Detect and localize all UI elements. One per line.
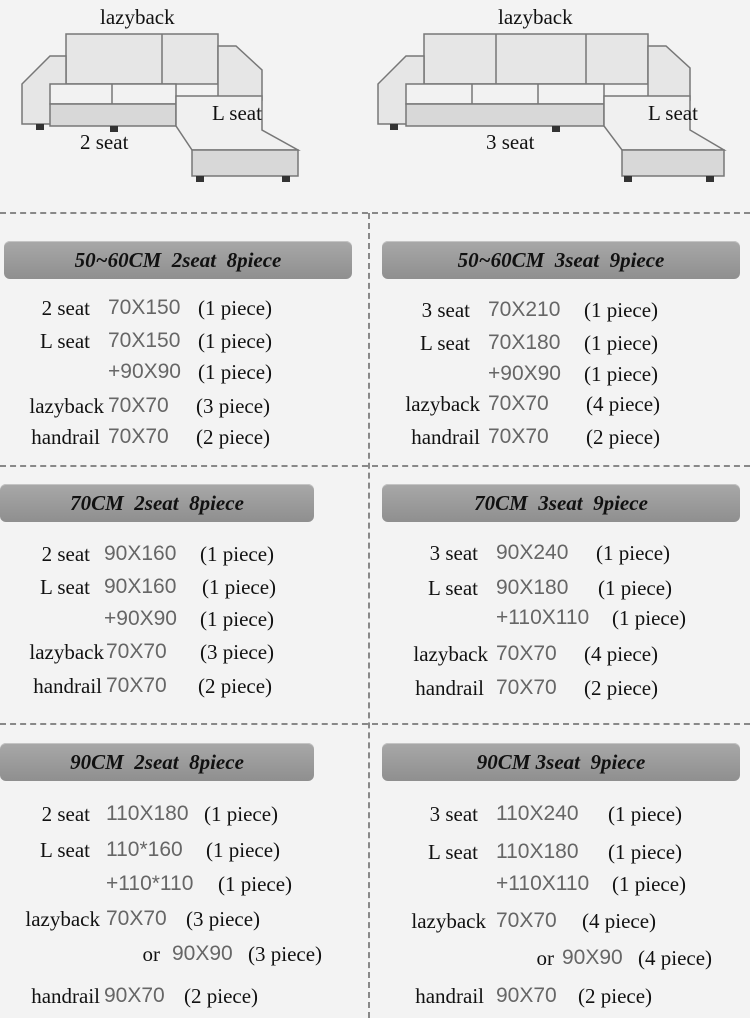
- part-label: 3 seat: [429, 541, 478, 565]
- part-size: 70X150: [108, 329, 181, 352]
- part-size: 70X70: [496, 642, 557, 665]
- divider: [0, 465, 750, 467]
- part-quantity: (3 piece): [196, 394, 271, 418]
- sofa-3seat-illustration: [372, 0, 750, 210]
- sofa-l-label: L seat: [648, 101, 698, 125]
- part-label: 3 seat: [429, 802, 478, 826]
- part-size: +110*110: [106, 872, 194, 895]
- part-quantity: (2 piece): [184, 984, 259, 1008]
- part-quantity: (4 piece): [638, 946, 713, 970]
- part-quantity: (4 piece): [584, 642, 659, 666]
- part-label: lazyback: [411, 909, 486, 933]
- part-size: 70X180: [488, 331, 561, 354]
- part-label: handrail: [31, 425, 100, 449]
- part-quantity: (1 piece): [206, 838, 281, 862]
- part-size: +110X110: [496, 606, 590, 629]
- part-size: +90X90: [488, 362, 561, 385]
- part-quantity: (1 piece): [204, 802, 279, 826]
- part-size: 90X70: [496, 984, 557, 1007]
- part-label: handrail: [415, 984, 484, 1008]
- part-size: 110X180: [496, 840, 579, 863]
- part-size: 90X160: [104, 575, 177, 598]
- divider: [0, 212, 750, 214]
- part-size: 90X240: [496, 541, 569, 564]
- part-label: handrail: [33, 674, 102, 698]
- part-quantity: (1 piece): [608, 840, 683, 864]
- part-label: handrail: [415, 676, 484, 700]
- part-quantity: (1 piece): [198, 329, 273, 353]
- part-size: 70X70: [106, 640, 167, 663]
- panel-title: 50~60CM 3seat 9piece: [382, 241, 740, 279]
- part-label: lazyback: [25, 907, 100, 931]
- part-label: or: [536, 946, 554, 970]
- part-label: L seat: [40, 575, 90, 599]
- part-quantity: (1 piece): [202, 575, 277, 599]
- sofa-seat-label: 3 seat: [486, 130, 535, 154]
- part-label: 2 seat: [41, 802, 90, 826]
- part-label: 2 seat: [41, 296, 90, 320]
- part-size: +110X110: [496, 872, 590, 895]
- part-quantity: (1 piece): [596, 541, 671, 565]
- part-size: 90X90: [172, 942, 233, 965]
- part-quantity: (1 piece): [612, 606, 687, 630]
- part-size: 70X70: [488, 392, 549, 415]
- part-size: 90X70: [104, 984, 165, 1007]
- part-label: lazyback: [29, 394, 104, 418]
- part-label: lazyback: [405, 392, 480, 416]
- part-size: 70X70: [496, 676, 557, 699]
- part-size: +90X90: [108, 360, 181, 383]
- part-size: 90X160: [104, 542, 177, 565]
- sofa-top-label: lazyback: [498, 5, 573, 29]
- part-label: L seat: [40, 838, 90, 862]
- l-sofa-2seat-icon: [0, 0, 370, 200]
- part-label: L seat: [40, 329, 90, 353]
- part-size: +90X90: [104, 607, 177, 630]
- part-label: 3 seat: [421, 298, 470, 322]
- part-quantity: (1 piece): [198, 296, 273, 320]
- part-quantity: (2 piece): [586, 425, 661, 449]
- part-quantity: (1 piece): [584, 362, 659, 386]
- part-size: 70X70: [108, 425, 169, 448]
- part-size: 70X210: [488, 298, 561, 321]
- part-size: 90X180: [496, 576, 569, 599]
- part-label: lazyback: [413, 642, 488, 666]
- sofa-top-label: lazyback: [100, 5, 175, 29]
- part-quantity: (1 piece): [612, 872, 687, 896]
- part-quantity: (1 piece): [200, 542, 275, 566]
- part-size: 70X70: [106, 907, 167, 930]
- part-quantity: (2 piece): [578, 984, 653, 1008]
- part-quantity: (4 piece): [582, 909, 657, 933]
- part-label: handrail: [31, 984, 100, 1008]
- sofa-2seat-illustration: [0, 0, 370, 210]
- part-size: 70X70: [496, 909, 557, 932]
- panel-title: 70CM 2seat 8piece: [0, 484, 314, 522]
- part-quantity: (2 piece): [198, 674, 273, 698]
- part-quantity: (4 piece): [586, 392, 661, 416]
- part-quantity: (1 piece): [218, 872, 293, 896]
- divider: [0, 723, 750, 725]
- part-size: 70X70: [488, 425, 549, 448]
- part-size: 110*160: [106, 838, 183, 861]
- part-label: L seat: [420, 331, 470, 355]
- divider: [368, 213, 370, 1018]
- panel-title: 90CM 3seat 9piece: [382, 743, 740, 781]
- part-quantity: (3 piece): [200, 640, 275, 664]
- part-size: 70X70: [108, 394, 169, 417]
- part-size: 70X70: [106, 674, 167, 697]
- part-label: L seat: [428, 576, 478, 600]
- part-quantity: (1 piece): [200, 607, 275, 631]
- sofa-l-label: L seat: [212, 101, 262, 125]
- part-quantity: (1 piece): [584, 298, 659, 322]
- panel-title: 90CM 2seat 8piece: [0, 743, 314, 781]
- part-quantity: (1 piece): [598, 576, 673, 600]
- part-label: 2 seat: [41, 542, 90, 566]
- part-quantity: (1 piece): [584, 331, 659, 355]
- panel-title: 50~60CM 2seat 8piece: [4, 241, 352, 279]
- part-size: 110X180: [106, 802, 189, 825]
- part-quantity: (3 piece): [186, 907, 261, 931]
- part-label: handrail: [411, 425, 480, 449]
- part-label: or: [142, 942, 160, 966]
- part-quantity: (3 piece): [248, 942, 323, 966]
- part-size: 90X90: [562, 946, 623, 969]
- part-size: 110X240: [496, 802, 579, 825]
- part-quantity: (1 piece): [608, 802, 683, 826]
- part-label: L seat: [428, 840, 478, 864]
- part-size: 70X150: [108, 296, 181, 319]
- l-sofa-3seat-icon: [372, 0, 750, 200]
- part-quantity: (1 piece): [198, 360, 273, 384]
- part-quantity: (2 piece): [584, 676, 659, 700]
- part-label: lazyback: [29, 640, 104, 664]
- panel-title: 70CM 3seat 9piece: [382, 484, 740, 522]
- sofa-seat-label: 2 seat: [80, 130, 129, 154]
- part-quantity: (2 piece): [196, 425, 271, 449]
